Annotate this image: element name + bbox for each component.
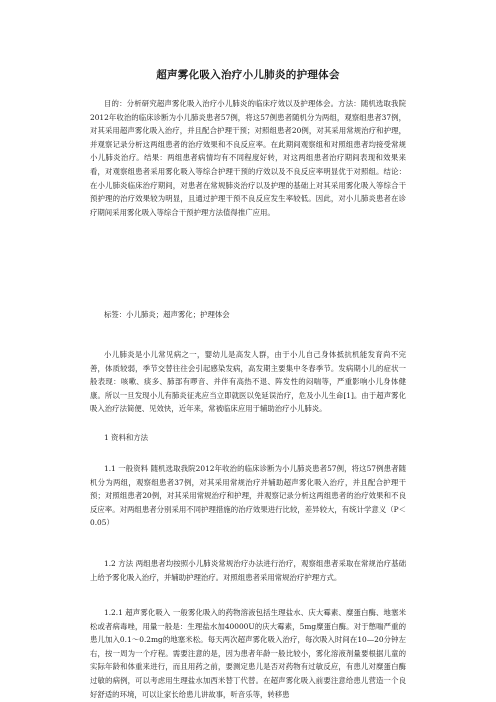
section-heading-materials-methods: 1 资料和方法 xyxy=(104,433,149,442)
document-title: 超声雾化吸入治疗小儿肺炎的护理体会 xyxy=(156,69,340,81)
intro-paragraph: 小儿肺炎是小儿常见病之一，婴幼儿是高发人群，由于小儿自己身体抵抗机能发育尚不完善，体质较弱，季节交替往往会引起感染发病，高发期主要集中冬春季节。发病期小儿的症状一般表现：咳嗽、痰多、肺部有啰音、并伴有高热不退、阵发性的闷喘等，严重影响小儿身体健康。所以一旦发现小儿有肺炎征兆应当立即就医以免延误治疗，危及小儿生命[1]。由于超声雾化吸入治疗法简便、见效快，近年来，常被临床应用于辅助治疗小儿肺炎。 xyxy=(90,350,406,414)
paragraph-1-2-methods: 1.2 方法 两组患者均按照小儿肺炎常规治疗办法进行治疗，观察组患者采取在常规治疗基础上给予雾化吸入治疗，并辅助护理治疗。对照组患者采用常规治疗护理方式。 xyxy=(90,559,406,582)
keywords-line: 标签：小儿肺炎；超声雾化；护理体会 xyxy=(104,310,230,319)
paragraph-1-2-1-nebulization: 1.2.1 超声雾化吸入 一般雾化吸入的药物溶液包括生理盐水、庆大霉素、糜蛋白酶、地塞米松或者病毒唑，用量一般是：生理盐水加40000U的庆大霉素，5mg糜蛋白酶。对于憋喘严重的患儿加入0.1～0.2mg的地塞米松。每天两次超声雾化吸入治疗，每次吸入时间在10—20分钟左右，按一周为一个疗程。需要注意的是，因为患者年龄一般比较小，雾化溶液剂量要根据儿童的实际年龄和体重来进行，而且用药之前，要测定患儿是否对药物有过敏反应，有患儿对糜蛋白酶过敏的病例，可以考虑用生理盐水加西米替丁代替。在超声雾化吸入前要注意给患儿营造一个良好舒适的环境，可以让家长给患儿讲故事，听音乐等，转移患 xyxy=(90,608,406,699)
abstract-paragraph: 目的：分析研究超声雾化吸入治疗小儿肺炎的临床疗效以及护理体会。方法：随机选取我院2012年收治的临床诊断为小儿肺炎患者57例，将这57例患者随机分为两组，观察组患者37例，对其采用超声雾化吸入治疗，并且配合护理干预；对照组患者20例，对其采用常规治疗和护理，并观察记录分析这两组患者的治疗效果和不良反应率。在此期间观察组和对照组患者均接受常规小儿肺炎治疗。结果：两组患者病情均有不同程度好转，对这两组患者治疗期间表现和效果来看，对观察组患者采用雾化吸入等综合护理干预的疗效以及不良反应率明显优于对照组。结论：在小儿肺炎临床治疗期间，对患者在常规肺炎治疗以及护理的基础上对其采用雾化吸入等综合干预护理的治疗效果较为明显，且通过护理干预不良反应发生率较低。因此，对小儿肺炎患者在诊疗期间采用雾化吸入等综合干预护理方法值得推广应用。 xyxy=(90,99,406,217)
paragraph-1-1-general-data: 1.1 一般资料 随机选取我院2012年收治的临床诊断为小儿肺炎患者57例，将这57例患者随机分为两组，观察组患者37例，对其采用常规治疗并辅助超声雾化吸入治疗，并且配合护理干预；对照组患者20例，对其采用常规治疗和护理，并观察记录分析这两组患者的治疗效果和不良反应率。对两组患者分别采用不同护理措施的治疗效果进行比较，差异较大，有统计学意义（P＜0.05） xyxy=(90,464,406,528)
